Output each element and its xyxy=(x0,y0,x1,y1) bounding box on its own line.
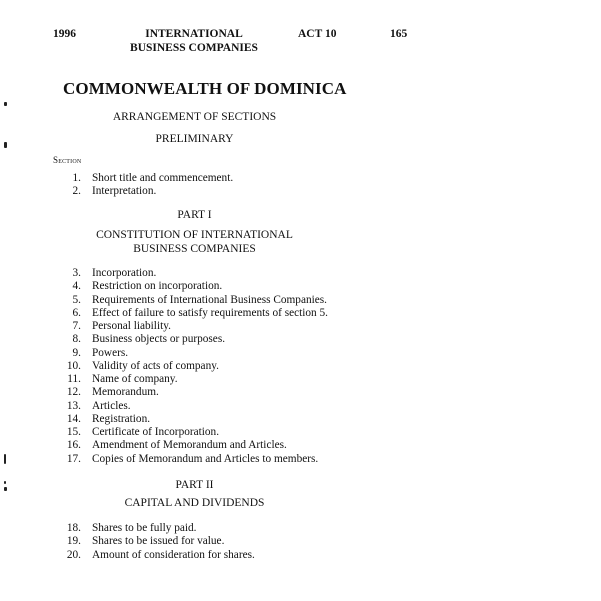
section-title: Short title and commencement. xyxy=(92,172,234,184)
header-title xyxy=(114,27,274,55)
section-number: 4. xyxy=(72,280,81,293)
section-title: Amendment of Memorandum and Articles. xyxy=(92,439,287,452)
section-number: 14. xyxy=(66,412,81,425)
section-number: 8. xyxy=(72,333,81,346)
section-title: Articles. xyxy=(92,399,131,412)
section-number: 15. xyxy=(66,426,81,438)
section-number: 7. xyxy=(72,320,81,332)
section-number: 10. xyxy=(66,359,81,372)
section-title: Requirements of International Business Companies. xyxy=(92,293,327,306)
header-title-line2: BUSINESS COMPANIES xyxy=(130,42,258,54)
section-title: Interpretation. xyxy=(92,185,157,198)
section-number: 18. xyxy=(66,522,81,534)
scan-mark xyxy=(4,487,7,491)
section-column-label: Section xyxy=(53,155,82,165)
section-number: 17. xyxy=(66,452,81,465)
section-number: 9. xyxy=(72,346,81,359)
section-title: Shares to be fully paid. xyxy=(92,522,197,534)
section-title: Shares to be issued for value. xyxy=(92,535,225,548)
section-title: Incorporation. xyxy=(92,267,157,279)
header-year: 1996 xyxy=(53,28,76,40)
section-title: Restriction on incorporation. xyxy=(92,280,223,293)
scan-mark xyxy=(4,142,7,148)
section-number: 3. xyxy=(72,267,81,279)
scan-mark xyxy=(4,481,6,484)
section-number: 19. xyxy=(66,535,81,548)
part1-title-line1: CONSTITUTION OF INTERNATIONAL xyxy=(96,229,293,241)
preliminary-heading: PRELIMINARY xyxy=(155,133,234,145)
section-number: 2. xyxy=(72,185,81,198)
part2-title: CAPITAL AND DIVIDENDS xyxy=(124,497,265,509)
header-page-number: 165 xyxy=(390,28,408,40)
section-number: 5. xyxy=(72,293,81,306)
section-number: 1. xyxy=(72,172,81,184)
header-title-line1: INTERNATIONAL xyxy=(145,28,243,40)
section-title: Personal liability. xyxy=(92,320,171,332)
header-act: ACT 10 xyxy=(298,28,337,40)
section-number: 13. xyxy=(66,399,81,412)
section-number: 11. xyxy=(67,373,81,385)
section-number: 6. xyxy=(72,306,81,319)
section-title: Name of company. xyxy=(92,373,178,385)
scan-mark xyxy=(4,102,7,106)
section-title: Business objects or purposes. xyxy=(92,333,226,346)
part1-title-line2: BUSINESS COMPANIES xyxy=(133,243,256,255)
part2-heading: PART II xyxy=(175,479,214,491)
document-title: COMMONWEALTH OF DOMINICA xyxy=(63,79,347,98)
section-title: Validity of acts of company. xyxy=(92,359,219,372)
section-title: Memorandum. xyxy=(92,386,159,399)
section-title: Registration. xyxy=(92,412,151,425)
section-title: Certificate of Incorporation. xyxy=(92,426,220,438)
section-number: 20. xyxy=(66,548,81,561)
section-title: Powers. xyxy=(92,346,129,359)
arrangement-heading: ARRANGEMENT OF SECTIONS xyxy=(112,111,277,123)
section-title: Copies of Memorandum and Articles to members. xyxy=(92,452,319,465)
section-number: 16. xyxy=(66,439,81,452)
part1-heading: PART I xyxy=(177,209,212,221)
section-number: 12. xyxy=(66,386,81,399)
section-title: Effect of failure to satisfy requirements of section 5. xyxy=(92,306,329,319)
section-title: Amount of consideration for shares. xyxy=(92,548,255,561)
scan-mark xyxy=(4,454,6,464)
